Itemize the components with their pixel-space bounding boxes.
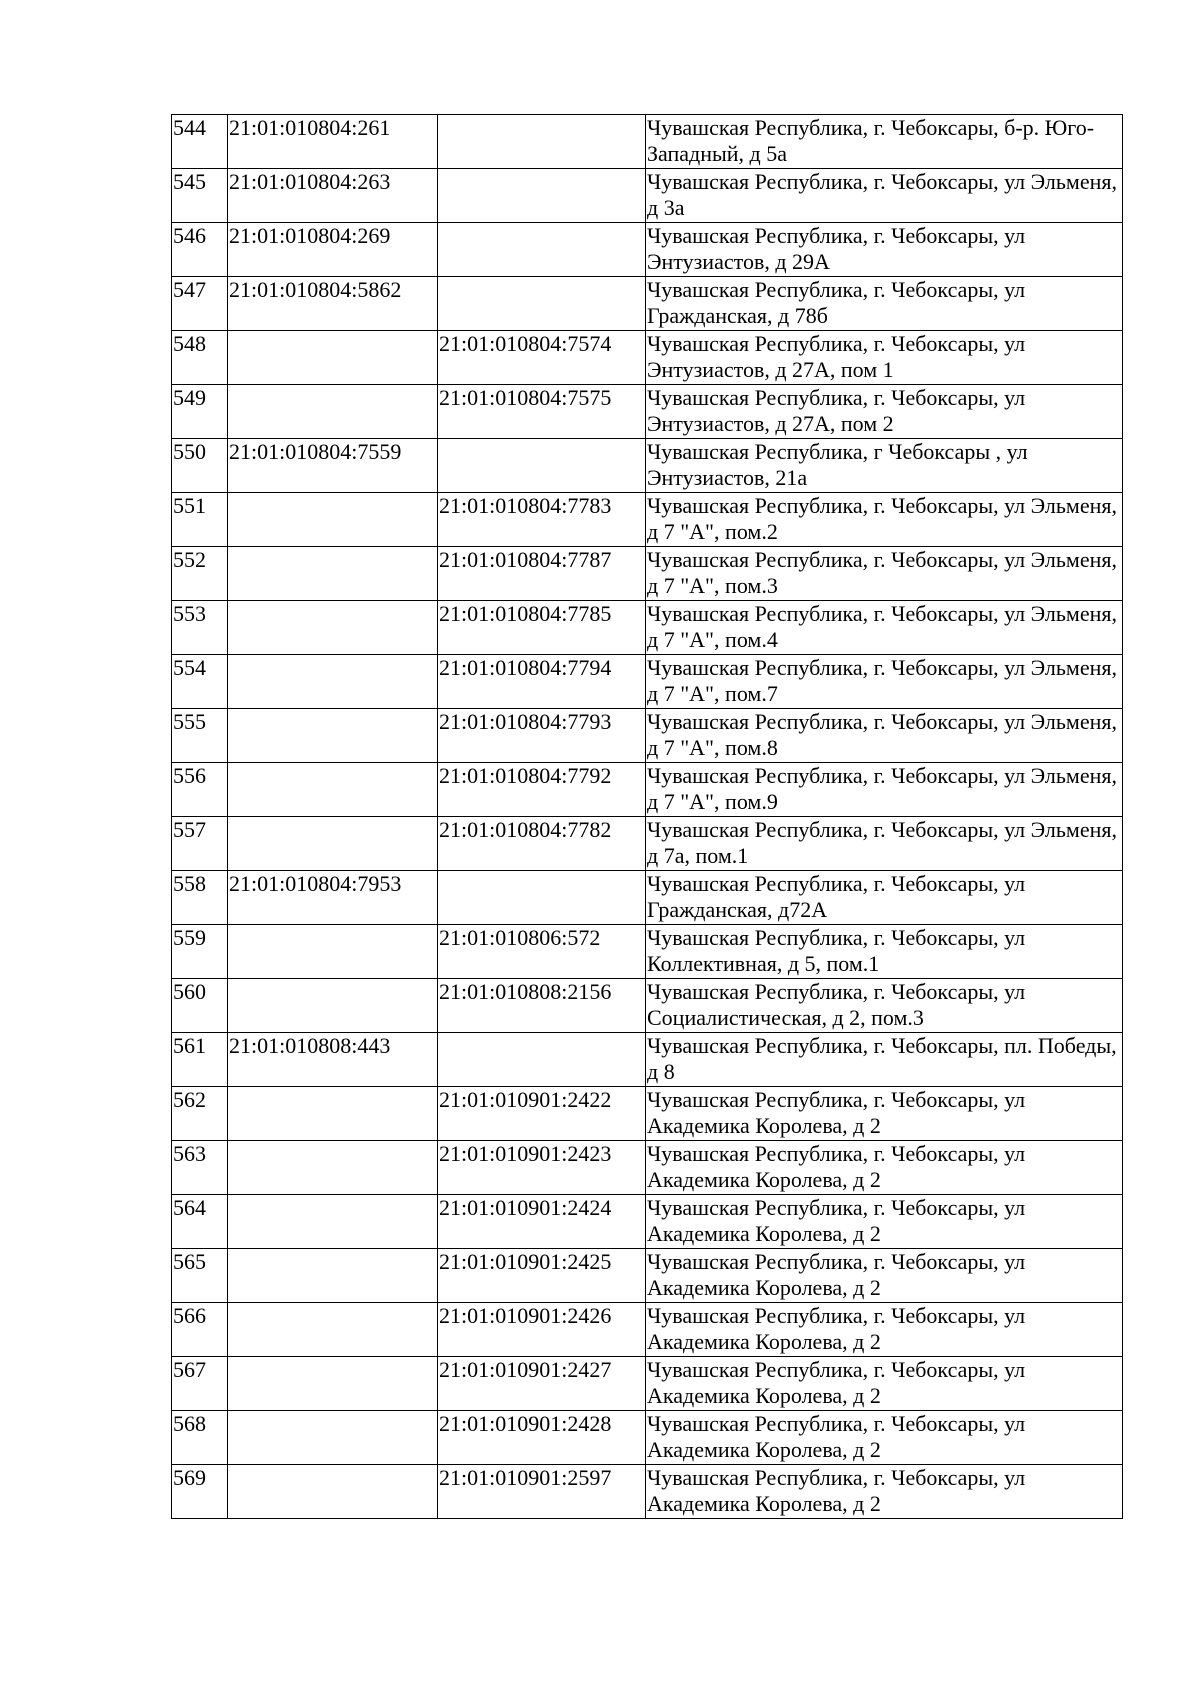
address-cell: Чувашская Республика, г. Чебоксары, ул Академика Королева, д 2 — [646, 1357, 1123, 1411]
parcel-cadastral-number-cell: 21:01:010808:443 — [228, 1033, 438, 1087]
premise-cadastral-number-cell: 21:01:010806:572 — [438, 925, 646, 979]
parcel-cadastral-number-cell — [228, 925, 438, 979]
table-row — [172, 817, 1123, 871]
premise-cadastral-number-cell: 21:01:010804:7794 — [438, 655, 646, 709]
parcel-cadastral-number-cell — [228, 1087, 438, 1141]
premise-cadastral-number-cell: 21:01:010901:2422 — [438, 1087, 646, 1141]
address-cell: Чувашская Республика, г. Чебоксары, ул Академика Королева, д 2 — [646, 1087, 1123, 1141]
address-cell: Чувашская Республика, г. Чебоксары, ул Энтузиастов, д 27А, пом 1 — [646, 331, 1123, 385]
parcel-cadastral-number-cell — [228, 709, 438, 763]
table-row — [172, 1411, 1123, 1465]
premise-cadastral-number-cell — [438, 1033, 646, 1087]
premise-cadastral-number-cell — [438, 169, 646, 223]
table-row — [172, 1249, 1123, 1303]
premise-cadastral-number-cell: 21:01:010901:2428 — [438, 1411, 646, 1465]
address-cell: Чувашская Республика, г. Чебоксары, ул Эльменя, д 7а, пом.1 — [646, 817, 1123, 871]
table-row — [172, 979, 1123, 1033]
parcel-cadastral-number-cell: 21:01:010804:7953 — [228, 871, 438, 925]
address-cell: Чувашская Республика, г. Чебоксары, ул Эльменя, д 7 "А", пом.8 — [646, 709, 1123, 763]
premise-cadastral-number-cell — [438, 277, 646, 331]
address-cell: Чувашская Республика, г. Чебоксары, ул Энтузиастов, д 27А, пом 2 — [646, 385, 1123, 439]
row-number-cell: 566 — [172, 1303, 228, 1357]
address-cell: Чувашская Республика, г. Чебоксары, ул Социалистическая, д 2, пом.3 — [646, 979, 1123, 1033]
row-number-cell: 567 — [172, 1357, 228, 1411]
premise-cadastral-number-cell: 21:01:010808:2156 — [438, 979, 646, 1033]
row-number-cell: 558 — [172, 871, 228, 925]
table-row — [172, 439, 1123, 493]
registry-table-body — [172, 115, 1123, 1519]
row-number-cell: 545 — [172, 169, 228, 223]
parcel-cadastral-number-cell — [228, 1465, 438, 1519]
address-cell: Чувашская Республика, г. Чебоксары, ул Энтузиастов, д 29А — [646, 223, 1123, 277]
table-row — [172, 1033, 1123, 1087]
parcel-cadastral-number-cell: 21:01:010804:269 — [228, 223, 438, 277]
parcel-cadastral-number-cell — [228, 493, 438, 547]
table-row — [172, 1141, 1123, 1195]
row-number-cell: 556 — [172, 763, 228, 817]
table-row — [172, 655, 1123, 709]
row-number-cell: 555 — [172, 709, 228, 763]
premise-cadastral-number-cell — [438, 223, 646, 277]
premise-cadastral-number-cell: 21:01:010804:7574 — [438, 331, 646, 385]
address-cell: Чувашская Республика, г Чебоксары , ул Энтузиастов, 21а — [646, 439, 1123, 493]
parcel-cadastral-number-cell: 21:01:010804:7559 — [228, 439, 438, 493]
table-row — [172, 115, 1123, 169]
premise-cadastral-number-cell: 21:01:010804:7787 — [438, 547, 646, 601]
parcel-cadastral-number-cell — [228, 1411, 438, 1465]
table-row — [172, 1357, 1123, 1411]
address-cell: Чувашская Республика, г. Чебоксары, ул Академика Королева, д 2 — [646, 1141, 1123, 1195]
address-cell: Чувашская Республика, г. Чебоксары, ул Гражданская, д72А — [646, 871, 1123, 925]
table-row — [172, 277, 1123, 331]
premise-cadastral-number-cell — [438, 439, 646, 493]
table-row — [172, 871, 1123, 925]
parcel-cadastral-number-cell — [228, 601, 438, 655]
premise-cadastral-number-cell: 21:01:010804:7792 — [438, 763, 646, 817]
table-row — [172, 925, 1123, 979]
table-row — [172, 1303, 1123, 1357]
row-number-cell: 563 — [172, 1141, 228, 1195]
premise-cadastral-number-cell: 21:01:010804:7782 — [438, 817, 646, 871]
premise-cadastral-number-cell: 21:01:010901:2425 — [438, 1249, 646, 1303]
parcel-cadastral-number-cell: 21:01:010804:5862 — [228, 277, 438, 331]
parcel-cadastral-number-cell — [228, 1303, 438, 1357]
parcel-cadastral-number-cell — [228, 385, 438, 439]
table-row — [172, 1195, 1123, 1249]
premise-cadastral-number-cell: 21:01:010901:2423 — [438, 1141, 646, 1195]
row-number-cell: 546 — [172, 223, 228, 277]
parcel-cadastral-number-cell — [228, 763, 438, 817]
address-cell: Чувашская Республика, г. Чебоксары, ул Коллективная, д 5, пом.1 — [646, 925, 1123, 979]
table-row — [172, 709, 1123, 763]
address-cell: Чувашская Республика, г. Чебоксары, ул Эльменя, д 7 "А", пом.7 — [646, 655, 1123, 709]
row-number-cell: 560 — [172, 979, 228, 1033]
premise-cadastral-number-cell: 21:01:010804:7793 — [438, 709, 646, 763]
row-number-cell: 562 — [172, 1087, 228, 1141]
row-number-cell: 561 — [172, 1033, 228, 1087]
table-row — [172, 601, 1123, 655]
row-number-cell: 548 — [172, 331, 228, 385]
address-cell: Чувашская Республика, г. Чебоксары, ул Академика Королева, д 2 — [646, 1465, 1123, 1519]
row-number-cell: 565 — [172, 1249, 228, 1303]
row-number-cell: 553 — [172, 601, 228, 655]
parcel-cadastral-number-cell — [228, 1357, 438, 1411]
parcel-cadastral-number-cell — [228, 331, 438, 385]
row-number-cell: 557 — [172, 817, 228, 871]
address-cell: Чувашская Республика, г. Чебоксары, ул Академика Королева, д 2 — [646, 1303, 1123, 1357]
premise-cadastral-number-cell: 21:01:010901:2427 — [438, 1357, 646, 1411]
address-cell: Чувашская Республика, г. Чебоксары, ул Эльменя, д 7 "А", пом.4 — [646, 601, 1123, 655]
row-number-cell: 569 — [172, 1465, 228, 1519]
table-row — [172, 331, 1123, 385]
address-cell: Чувашская Республика, г. Чебоксары, ул Академика Королева, д 2 — [646, 1249, 1123, 1303]
address-cell: Чувашская Республика, г. Чебоксары, б-р. Юго-Западный, д 5а — [646, 115, 1123, 169]
premise-cadastral-number-cell: 21:01:010901:2597 — [438, 1465, 646, 1519]
table-row — [172, 1087, 1123, 1141]
parcel-cadastral-number-cell — [228, 1249, 438, 1303]
row-number-cell: 559 — [172, 925, 228, 979]
parcel-cadastral-number-cell — [228, 817, 438, 871]
address-cell: Чувашская Республика, г. Чебоксары, ул Академика Королева, д 2 — [646, 1411, 1123, 1465]
row-number-cell: 550 — [172, 439, 228, 493]
table-row — [172, 385, 1123, 439]
table-row — [172, 547, 1123, 601]
parcel-cadastral-number-cell: 21:01:010804:261 — [228, 115, 438, 169]
table-row — [172, 1465, 1123, 1519]
table-row — [172, 493, 1123, 547]
row-number-cell: 568 — [172, 1411, 228, 1465]
row-number-cell: 547 — [172, 277, 228, 331]
address-cell: Чувашская Республика, г. Чебоксары, ул Эльменя, д 7 "А", пом.2 — [646, 493, 1123, 547]
parcel-cadastral-number-cell — [228, 547, 438, 601]
parcel-cadastral-number-cell — [228, 655, 438, 709]
row-number-cell: 551 — [172, 493, 228, 547]
address-cell: Чувашская Республика, г. Чебоксары, ул Эльменя, д 7 "А", пом.9 — [646, 763, 1123, 817]
row-number-cell: 549 — [172, 385, 228, 439]
premise-cadastral-number-cell: 21:01:010901:2424 — [438, 1195, 646, 1249]
premise-cadastral-number-cell: 21:01:010804:7785 — [438, 601, 646, 655]
parcel-cadastral-number-cell: 21:01:010804:263 — [228, 169, 438, 223]
premise-cadastral-number-cell — [438, 115, 646, 169]
parcel-cadastral-number-cell — [228, 1141, 438, 1195]
premise-cadastral-number-cell: 21:01:010804:7783 — [438, 493, 646, 547]
address-cell: Чувашская Республика, г. Чебоксары, ул Гражданская, д 78б — [646, 277, 1123, 331]
table-row — [172, 223, 1123, 277]
address-cell: Чувашская Республика, г. Чебоксары, пл. Победы, д 8 — [646, 1033, 1123, 1087]
address-cell: Чувашская Республика, г. Чебоксары, ул Эльменя, д 7 "А", пом.3 — [646, 547, 1123, 601]
address-cell: Чувашская Республика, г. Чебоксары, ул Эльменя, д 3а — [646, 169, 1123, 223]
table-row — [172, 763, 1123, 817]
row-number-cell: 554 — [172, 655, 228, 709]
row-number-cell: 564 — [172, 1195, 228, 1249]
row-number-cell: 552 — [172, 547, 228, 601]
property-registry-table — [171, 114, 1123, 1519]
parcel-cadastral-number-cell — [228, 1195, 438, 1249]
parcel-cadastral-number-cell — [228, 979, 438, 1033]
table-row — [172, 169, 1123, 223]
premise-cadastral-number-cell — [438, 871, 646, 925]
premise-cadastral-number-cell: 21:01:010901:2426 — [438, 1303, 646, 1357]
row-number-cell: 544 — [172, 115, 228, 169]
address-cell: Чувашская Республика, г. Чебоксары, ул Академика Королева, д 2 — [646, 1195, 1123, 1249]
premise-cadastral-number-cell: 21:01:010804:7575 — [438, 385, 646, 439]
